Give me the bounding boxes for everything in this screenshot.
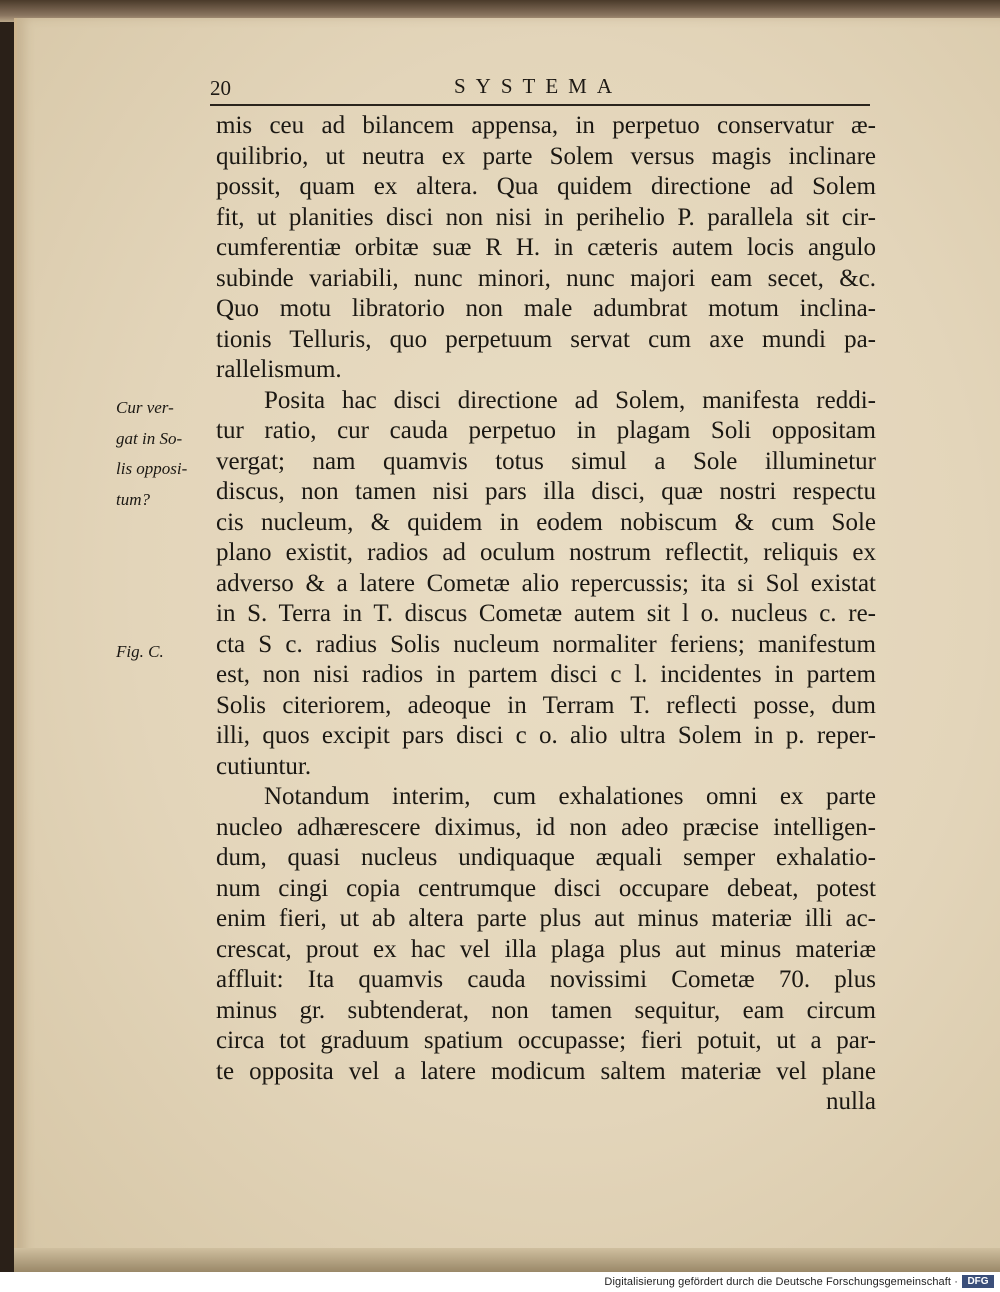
body-text — [216, 111, 876, 1118]
text-line: illi, quos excipit pars disci c o. alio ultra Solem in p. reper- — [216, 722, 876, 749]
marginal-line: tum? — [116, 489, 150, 509]
text-line: adverso & a latere Cometæ alio repercussis; ita si Sol existat — [216, 569, 876, 597]
marginal-line: lis opposi- — [116, 459, 188, 478]
marginal-line: gat in So- — [116, 428, 183, 448]
text-line: cutiuntur. — [216, 752, 312, 780]
text-line: plano existit, radios ad oculum nostrum reflectit, reliquis ex — [216, 539, 876, 566]
text-line: quilibrio, ut neutra ex parte Solem versus magis inclinare — [216, 142, 876, 170]
text-line: subinde variabili, nunc minori, nunc majori eam secet, &c. — [216, 264, 876, 292]
text-line: fit, ut planities disci non nisi in perihelio P. parallela sit cir- — [216, 203, 876, 231]
text-line: cta S c. radius Solis nucleum normaliter feriens; manifestum — [216, 630, 876, 658]
marginal-note-cur-vergat — [116, 393, 216, 515]
catchword: nulla — [826, 1088, 876, 1115]
marginal-line: Fig. C. — [116, 642, 164, 661]
text-line: num cingi copia centrumque disci occupare debeat, potest — [216, 874, 876, 902]
text-line: cis nucleum, & quidem in eodem nobiscum & cum Sole — [216, 508, 876, 536]
text-line: mis ceu ad bilancem appensa, in perpetuo conservatur æ- — [216, 112, 876, 139]
text-line: minus gr. subtenderat, non tamen sequitur, eam circum — [216, 996, 876, 1024]
header-rule — [210, 104, 870, 106]
text-line: enim fieri, ut ab altera parte plus aut minus materiæ illi ac- — [216, 905, 876, 932]
text-line: affluit: Ita quamvis cauda novissimi Cometæ 70. plus — [216, 966, 876, 993]
text-line: tur ratio, cur cauda perpetuo in plagam Soli oppositam — [216, 417, 876, 444]
text-line: crescat, prout ex hac vel illa plaga plus aut minus materiæ — [216, 935, 876, 963]
text-line: Posita hac disci directione ad Solem, manifesta reddi- — [264, 386, 876, 414]
text-line: discus, non tamen nisi pars illa disci, quæ nostri respectu — [216, 478, 876, 505]
dfg-logo: DFG — [962, 1275, 994, 1288]
text-line: possit, quam ex altera. Qua quidem directione ad Solem — [216, 173, 876, 200]
text-line: in S. Terra in T. discus Cometæ autem sit l o. nucleus c. re- — [216, 600, 876, 627]
book-bottom-edge — [14, 1248, 1000, 1272]
text-line: Solis citeriorem, adeoque in Terram T. reflecti posse, dum — [216, 691, 876, 719]
text-line: rallelismum. — [216, 356, 342, 383]
text-line: te opposita vel a latere modicum saltem materiæ vel plane — [216, 1057, 876, 1085]
running-head: SYSTEMA — [454, 74, 623, 98]
text-line: vergat; nam quamvis totus simul a Sole illuminetur — [216, 447, 876, 475]
text-line: tionis Telluris, quo perpetuum servat cum axe mundi pa- — [216, 325, 876, 353]
marginal-line: Cur ver- — [116, 398, 174, 417]
text-line: dum, quasi nucleus undiquaque æquali semper exhalatio- — [216, 844, 876, 871]
funding-notice: Digitalisierung gefördert durch die Deutsche Forschungsgemeinschaft · — [604, 1276, 958, 1288]
text-line: est, non nisi radios in partem disci c l. incidentes in partem — [216, 661, 876, 688]
text-line: nucleo adhærescere diximus, id non adeo præcise intelligen- — [216, 813, 876, 841]
text-line: circa tot graduum spatium occupasse; fieri potuit, ut a par- — [216, 1027, 876, 1054]
text-line: Notandum interim, cum exhalationes omni ex parte — [264, 783, 876, 810]
page-number: 20 — [210, 76, 231, 100]
text-line: cumferentiæ orbitæ suæ R H. in cæteris autem locis angulo — [216, 234, 876, 261]
text-line: Quo motu libratorio non male adumbrat motum inclina- — [216, 295, 876, 322]
marginal-note-figure-ref — [116, 637, 216, 668]
